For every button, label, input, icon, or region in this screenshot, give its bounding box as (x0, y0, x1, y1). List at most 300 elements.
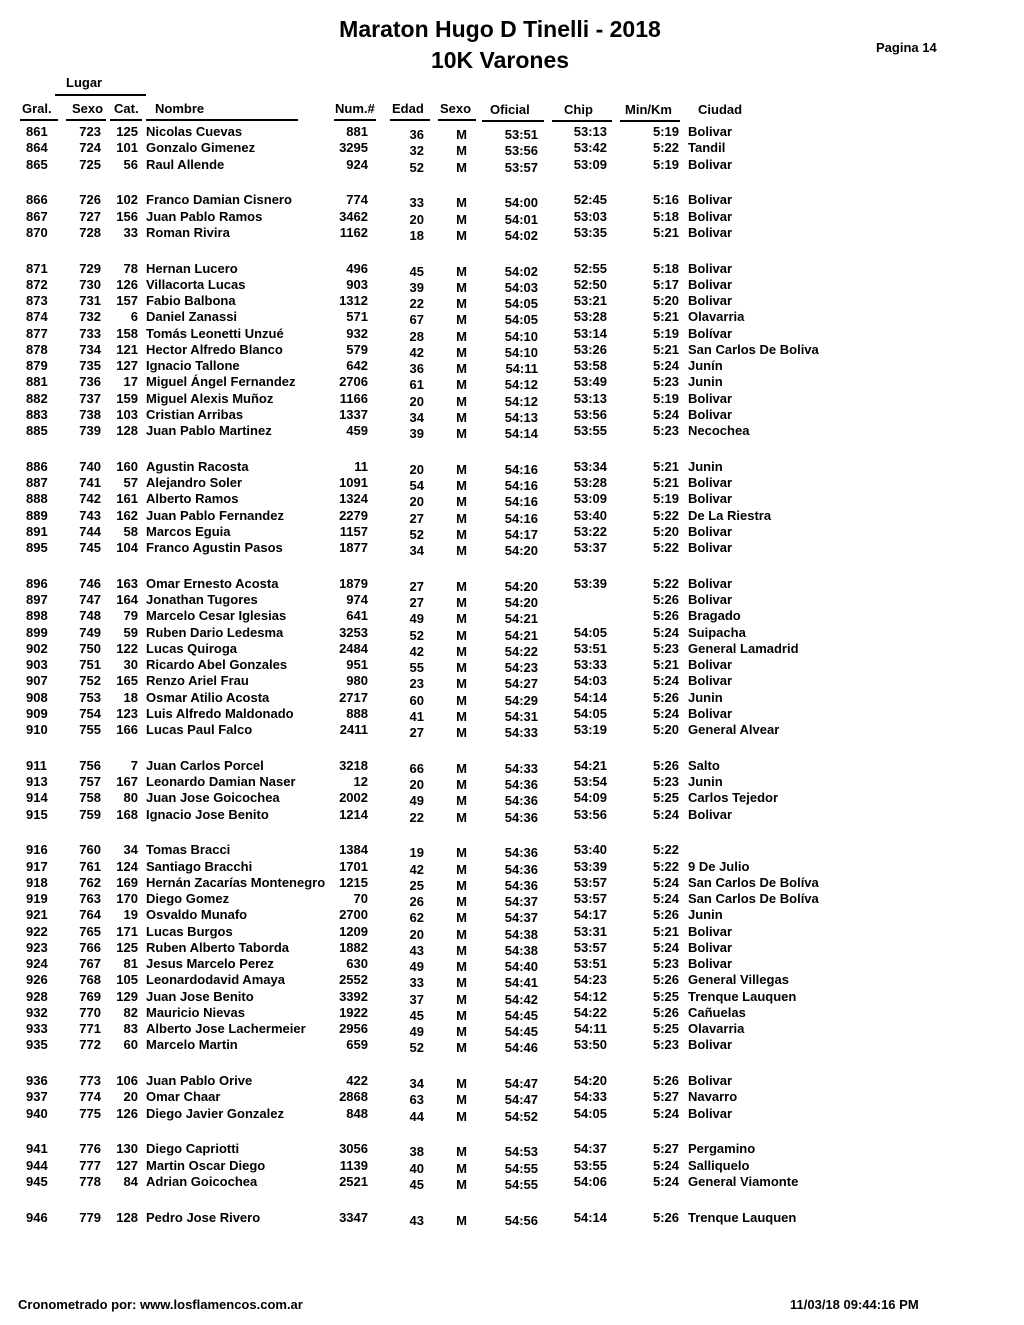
gral-cell: 902 (26, 640, 48, 656)
gender-cell: M (456, 894, 467, 909)
age-cell: 37 (409, 991, 424, 1007)
gral-cell: 933 (26, 1021, 48, 1036)
city-cell: Bolivar (688, 1037, 733, 1053)
city-cell: General Villegas (688, 972, 789, 988)
age-cell: 34 (409, 409, 424, 425)
sexo-cell: 724 (79, 140, 101, 156)
gral-cell: 889 (26, 507, 48, 523)
age-cell: 25 (409, 877, 424, 893)
sexo-cell: 776 (79, 1141, 101, 1157)
pace-cell: 5:26 (652, 757, 679, 773)
chip-time-cell: 54:22 (573, 1004, 607, 1020)
sexo-cell: 775 (79, 1105, 101, 1121)
age-cell: 44 (409, 1108, 424, 1124)
gral-cell: 909 (26, 705, 48, 721)
name-cell: Marcos Eguia (146, 523, 231, 539)
gral-cell: 881 (26, 374, 48, 390)
official-time-cell: 54:40 (504, 959, 538, 974)
chip-time-cell: 54:12 (573, 988, 607, 1004)
cat-cell: 156 (116, 208, 138, 224)
name-cell: Pedro Jose Rivero (146, 1209, 261, 1225)
city-cell: Junin (688, 689, 723, 705)
chip-time-cell: 53:39 (573, 575, 607, 591)
bib-number-cell: 881 (346, 124, 368, 139)
bib-number-cell: 1214 (339, 806, 368, 822)
table-row (0, 859, 1024, 875)
bib-number-cell: 3253 (339, 624, 368, 640)
age-cell: 45 (409, 1176, 424, 1192)
bib-number-cell: 903 (346, 276, 368, 292)
name-cell: Franco Damian Cisnero (146, 192, 292, 208)
sexo-cell: 756 (79, 757, 101, 773)
bib-number-cell: 1139 (339, 1157, 368, 1173)
bib-number-cell: 2706 (339, 374, 368, 390)
sexo-cell: 755 (79, 722, 101, 737)
cat-cell: 84 (123, 1173, 138, 1189)
pace-cell: 5:19 (652, 491, 679, 507)
header-cat: Cat. (114, 101, 139, 116)
cat-cell: 57 (123, 475, 138, 490)
official-time-cell: 54:05 (504, 296, 538, 311)
official-time-cell: 54:36 (504, 877, 538, 893)
name-cell: Martin Oscar Diego (146, 1157, 266, 1173)
table-row (0, 277, 1024, 293)
bib-number-cell: 924 (346, 156, 368, 172)
gender-cell: M (456, 1144, 467, 1160)
sexo-cell: 740 (79, 458, 101, 474)
gender-cell: M (456, 676, 467, 692)
chip-time-cell: 53:19 (573, 722, 607, 737)
table-row (0, 706, 1024, 722)
name-cell: Ignacio Jose Benito (146, 806, 269, 822)
chip-time-cell: 53:55 (573, 1157, 607, 1173)
sexo-cell: 766 (79, 939, 101, 955)
name-cell: Lucas Burgos (146, 923, 233, 939)
table-row (0, 1073, 1024, 1089)
name-cell: Lucas Quiroga (146, 640, 238, 656)
table-row (0, 690, 1024, 706)
age-cell: 60 (409, 692, 424, 708)
sexo-cell: 778 (79, 1173, 101, 1189)
cat-cell: 34 (123, 842, 138, 858)
official-time-cell: 54:20 (504, 578, 538, 594)
gender-cell: M (456, 426, 467, 441)
city-cell: Bolivar (688, 575, 733, 591)
bib-number-cell: 848 (346, 1105, 368, 1121)
cat-cell: 56 (123, 156, 138, 172)
age-cell: 19 (409, 845, 424, 861)
city-cell: Bolivar (688, 156, 733, 172)
gral-cell: 867 (26, 208, 48, 224)
name-cell: Juan Pablo Martinez (146, 423, 272, 438)
cat-cell: 17 (123, 374, 138, 390)
gral-cell: 935 (26, 1037, 48, 1053)
gral-cell: 872 (26, 276, 48, 292)
gral-cell: 936 (26, 1073, 48, 1088)
table-row (0, 491, 1024, 510)
city-cell: Bolivar (688, 260, 733, 276)
bib-number-cell: 932 (346, 325, 368, 341)
pace-cell: 5:24 (652, 624, 679, 640)
gral-cell: 919 (26, 891, 48, 906)
bib-number-cell: 1312 (339, 293, 368, 308)
pace-cell: 5:22 (652, 507, 679, 523)
official-time-cell: 54:45 (504, 1007, 538, 1023)
table-row (0, 157, 1024, 173)
table-row (0, 1021, 1024, 1037)
pace-cell: 5:24 (652, 874, 679, 890)
gral-cell: 903 (26, 657, 48, 672)
gender-cell: M (456, 725, 467, 740)
header-num: Num.# (335, 101, 375, 116)
age-cell: 20 (409, 777, 424, 792)
cat-cell: 127 (116, 358, 138, 373)
city-cell: Bragado (688, 608, 741, 624)
official-time-cell: 54:14 (504, 426, 538, 441)
bib-number-cell: 1337 (339, 406, 368, 422)
bib-number-cell: 2484 (339, 640, 368, 656)
gender-cell: M (456, 959, 467, 974)
sexo-cell: 737 (79, 390, 101, 406)
chip-time-cell: 53:57 (573, 939, 607, 955)
official-time-cell: 54:20 (504, 595, 538, 610)
official-time-cell: 54:55 (504, 1176, 538, 1192)
table-row (0, 592, 1024, 608)
header-oficial: Oficial (490, 102, 530, 117)
city-cell: Bolivar (688, 923, 733, 939)
table-row (0, 124, 1024, 140)
pace-cell: 5:21 (652, 341, 679, 357)
gender-cell: M (456, 312, 467, 328)
name-cell: Villacorta Lucas (146, 276, 246, 292)
city-cell: Bolivar (688, 1073, 733, 1088)
cat-cell: 168 (116, 806, 138, 822)
name-cell: Lucas Paul Falco (146, 722, 253, 737)
official-time-cell: 54:33 (504, 725, 538, 740)
name-cell: Omar Ernesto Acosta (146, 575, 279, 591)
sexo-cell: 741 (79, 475, 101, 490)
chip-time-cell: 54:06 (573, 1173, 607, 1189)
bib-number-cell: 3347 (339, 1209, 368, 1225)
city-cell: San Carlos De Boliva (688, 341, 819, 357)
sexo-cell: 759 (79, 806, 101, 822)
city-cell: Bolivar (688, 705, 733, 721)
pace-cell: 5:16 (652, 192, 679, 208)
sexo-cell: 730 (79, 276, 101, 292)
gral-cell: 932 (26, 1004, 48, 1020)
official-time-cell: 54:53 (504, 1144, 538, 1160)
city-cell: General Lamadrid (688, 640, 799, 656)
gral-cell: 866 (26, 192, 48, 208)
table-row (0, 374, 1024, 393)
bib-number-cell: 1701 (339, 858, 368, 874)
official-time-cell: 54:38 (504, 942, 538, 958)
official-time-cell: 54:11 (505, 361, 538, 376)
name-cell: Diego Capriotti (146, 1141, 240, 1157)
gral-cell: 945 (26, 1173, 48, 1189)
age-cell: 45 (409, 263, 424, 279)
gender-cell: M (456, 510, 467, 526)
city-cell: Trenque Lauquen (688, 1209, 797, 1225)
pace-cell: 5:24 (652, 806, 679, 822)
table-row (0, 1005, 1024, 1021)
cat-cell: 18 (123, 689, 138, 705)
official-time-cell: 54:47 (504, 1092, 538, 1108)
city-cell: Trenque Lauquen (688, 988, 797, 1004)
pace-cell: 5:24 (652, 705, 679, 721)
official-time-cell: 54:17 (504, 526, 538, 542)
cat-cell: 167 (116, 774, 138, 789)
gral-cell: 871 (26, 260, 48, 276)
pace-cell: 5:19 (652, 156, 679, 172)
pace-cell: 5:22 (652, 575, 679, 591)
gender-cell: M (456, 227, 467, 243)
name-cell: Adrian Goicochea (146, 1173, 258, 1189)
gender-cell: M (456, 1076, 467, 1091)
chip-time-cell: 54:20 (573, 1073, 607, 1088)
sexo-cell: 751 (79, 657, 101, 672)
gender-cell: M (456, 926, 467, 942)
bib-number-cell: 980 (346, 673, 368, 689)
sexo-cell: 772 (79, 1037, 101, 1053)
cat-cell: 161 (116, 491, 138, 507)
chip-time-cell: 53:56 (573, 406, 607, 422)
gral-cell: 914 (26, 790, 48, 806)
bib-number-cell: 422 (346, 1073, 368, 1088)
cat-cell: 103 (116, 406, 138, 422)
sexo-cell: 736 (79, 374, 101, 390)
age-cell: 36 (409, 127, 424, 142)
table-row (0, 1174, 1024, 1190)
cat-cell: 19 (123, 907, 138, 923)
bib-number-cell: 70 (353, 891, 368, 906)
official-time-cell: 54:05 (504, 312, 538, 328)
gender-cell: M (456, 409, 467, 425)
sexo-cell: 754 (79, 705, 101, 721)
table-row (0, 1106, 1024, 1122)
city-cell: Junín (688, 358, 723, 373)
city-cell: Junin (688, 374, 723, 390)
official-time-cell: 54:02 (504, 263, 538, 279)
table-row (0, 1089, 1024, 1108)
age-cell: 49 (409, 611, 424, 627)
chip-time-cell: 53:57 (573, 874, 607, 890)
pace-cell: 5:27 (652, 1089, 679, 1105)
official-time-cell: 54:47 (504, 1076, 538, 1091)
age-cell: 63 (409, 1092, 424, 1108)
age-cell: 33 (409, 195, 424, 211)
bib-number-cell: 2552 (339, 972, 368, 988)
pace-cell: 5:24 (652, 358, 679, 373)
age-cell: 61 (409, 377, 424, 393)
gender-cell: M (456, 263, 467, 279)
age-cell: 52 (409, 1040, 424, 1056)
age-cell: 49 (409, 959, 424, 974)
cat-cell: 163 (116, 575, 138, 591)
sexo-cell: 767 (79, 956, 101, 971)
gral-cell: 937 (26, 1089, 48, 1105)
age-cell: 39 (409, 279, 424, 295)
city-cell: Bolivar (688, 124, 733, 139)
name-cell: Osmar Atilio Acosta (146, 689, 270, 705)
gral-cell: 877 (26, 325, 48, 341)
pace-cell: 5:22 (652, 842, 679, 858)
table-row (0, 842, 1024, 861)
sexo-cell: 748 (79, 608, 101, 624)
header-sexo2: Sexo (440, 101, 472, 116)
document-title: Maraton Hugo D Tinelli - 2018 (339, 16, 661, 42)
bib-number-cell: 642 (346, 358, 368, 373)
header-edad: Edad (392, 101, 424, 116)
table-row (0, 774, 1024, 790)
cat-cell: 125 (116, 124, 138, 139)
official-time-cell: 54:55 (504, 1160, 538, 1176)
age-cell: 43 (409, 942, 424, 958)
bib-number-cell: 774 (346, 192, 368, 208)
bib-number-cell: 1877 (339, 540, 368, 555)
pace-cell: 5:21 (652, 923, 679, 939)
age-cell: 22 (409, 296, 424, 311)
sexo-cell: 779 (79, 1209, 101, 1225)
pace-cell: 5:24 (652, 939, 679, 955)
pace-cell: 5:21 (652, 475, 679, 490)
official-time-cell: 54:01 (504, 211, 538, 227)
city-cell: Suipacha (688, 624, 746, 640)
city-cell: Bolívar (688, 325, 733, 341)
chip-time-cell: 52:45 (573, 192, 607, 208)
name-cell: Daniel Zanassi (146, 309, 238, 325)
cat-cell: 59 (123, 624, 138, 640)
official-time-cell: 54:00 (504, 195, 538, 211)
sexo-cell: 770 (79, 1004, 101, 1020)
chip-time-cell: 54:14 (573, 689, 607, 705)
chip-time-cell: 54:05 (573, 705, 607, 721)
bib-number-cell: 579 (346, 341, 368, 357)
gender-cell: M (456, 1024, 467, 1039)
table-row (0, 508, 1024, 524)
sexo-cell: 747 (79, 592, 101, 607)
name-cell: Miguel Alexis Muñoz (146, 390, 274, 406)
chip-time-cell: 54:37 (573, 1141, 607, 1157)
name-cell: Juan Pablo Orive (146, 1073, 253, 1088)
sexo-cell: 764 (79, 907, 101, 923)
name-cell: Renzo Ariel Frau (146, 673, 249, 689)
chip-time-cell: 54:14 (573, 1209, 607, 1225)
name-cell: Jonathan Tugores (146, 592, 258, 607)
header-ciudad: Ciudad (698, 102, 743, 117)
official-time-cell: 54:16 (504, 494, 538, 510)
chip-time-cell: 53:35 (573, 224, 607, 240)
name-cell: Marcelo Martin (146, 1037, 238, 1053)
pace-cell: 5:24 (652, 891, 679, 906)
gender-cell: M (456, 845, 467, 861)
sexo-cell: 726 (79, 192, 101, 208)
cat-cell: 20 (123, 1089, 138, 1105)
name-cell: Agustin Racosta (146, 458, 249, 474)
pace-cell: 5:23 (652, 640, 679, 656)
table-row (0, 907, 1024, 926)
gral-cell: 918 (26, 874, 48, 890)
pace-cell: 5:19 (652, 325, 679, 341)
bib-number-cell: 1157 (339, 523, 368, 539)
name-cell: Franco Agustin Pasos (146, 540, 283, 555)
gral-cell: 865 (26, 156, 48, 172)
official-time-cell: 54:03 (504, 279, 538, 295)
cat-cell: 170 (116, 891, 138, 906)
name-cell: Juan Pablo Ramos (146, 208, 263, 224)
official-time-cell: 54:02 (504, 227, 538, 243)
official-time-cell: 54:42 (504, 991, 538, 1007)
header-nombre: Nombre (155, 101, 205, 116)
pace-cell: 5:18 (652, 260, 679, 276)
cat-cell: 121 (116, 341, 138, 357)
city-cell: Bolivar (688, 806, 733, 822)
age-cell: 49 (409, 793, 424, 809)
name-cell: Osvaldo Munafo (146, 907, 248, 923)
age-cell: 55 (409, 660, 424, 675)
city-cell: Bolivar (688, 293, 733, 308)
cat-cell: 33 (123, 224, 138, 240)
pace-cell: 5:22 (652, 540, 679, 555)
age-cell: 52 (409, 627, 424, 643)
chip-time-cell: 53:57 (573, 891, 607, 906)
gender-cell: M (456, 195, 467, 211)
city-cell: Carlos Tejedor (688, 790, 779, 806)
official-time-cell: 53:56 (504, 143, 538, 159)
name-cell: Juan Jose Benito (146, 988, 254, 1004)
name-cell: Tomás Leonetti Unzué (146, 325, 284, 341)
cat-cell: 60 (123, 1037, 138, 1053)
bib-number-cell: 1384 (339, 842, 368, 858)
city-cell: General Alvear (688, 722, 780, 737)
city-cell: Bolivar (688, 406, 733, 422)
official-time-cell: 54:12 (504, 377, 538, 393)
age-cell: 18 (409, 227, 424, 243)
name-cell: Jesus Marcelo Perez (146, 956, 274, 971)
city-cell: Junin (688, 458, 723, 474)
official-time-cell: 54:37 (504, 910, 538, 926)
name-cell: Diego Gomez (146, 891, 230, 906)
cat-cell: 125 (116, 939, 138, 955)
sexo-cell: 746 (79, 575, 101, 591)
official-time-cell: 54:21 (504, 611, 538, 627)
pace-cell: 5:21 (652, 458, 679, 474)
age-cell: 28 (409, 328, 424, 344)
name-cell: Omar Chaar (146, 1089, 221, 1105)
sexo-cell: 732 (79, 309, 101, 325)
cat-cell: 158 (116, 325, 138, 341)
nombre-underline (146, 119, 298, 121)
pace-cell: 5:26 (652, 592, 679, 607)
age-cell: 27 (409, 725, 424, 740)
name-cell: Diego Javier Gonzalez (146, 1105, 284, 1121)
age-cell: 52 (409, 159, 424, 175)
name-cell: Leonardodavid Amaya (146, 972, 285, 988)
city-cell: Bolivar (688, 939, 733, 955)
table-row (0, 309, 1024, 328)
oficial-underline (482, 120, 544, 122)
table-row (0, 875, 1024, 891)
age-cell: 23 (409, 676, 424, 692)
gral-cell: 911 (26, 757, 47, 773)
header-sexo: Sexo (72, 101, 104, 116)
age-cell: 67 (409, 312, 424, 328)
official-time-cell: 54:20 (504, 543, 538, 558)
official-time-cell: 54:46 (504, 1040, 538, 1056)
gral-cell: 940 (26, 1105, 48, 1121)
gender-cell: M (456, 643, 467, 659)
official-time-cell: 54:22 (504, 643, 538, 659)
